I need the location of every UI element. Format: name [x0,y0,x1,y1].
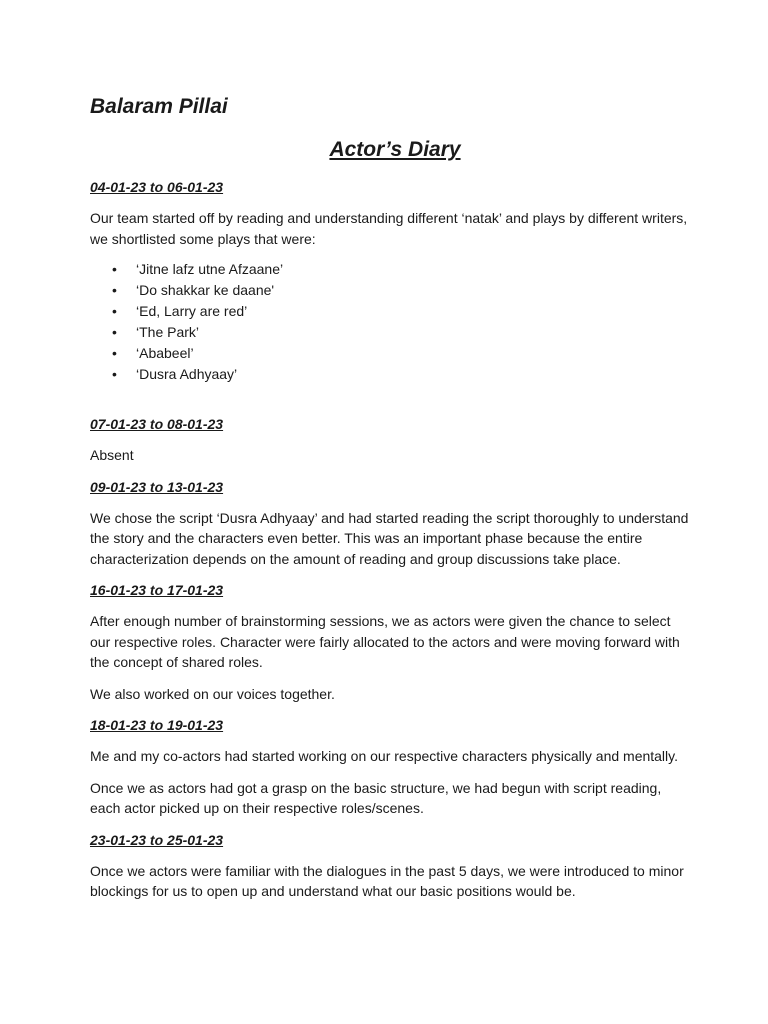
list-item-text: ‘Ed, Larry are red’ [136,303,248,319]
list-item [90,301,690,322]
list-item-text: ‘Do shakkar ke daane' [136,282,275,298]
list-item [90,343,690,364]
list-item-text: ‘Ababeel’ [136,345,194,361]
bullet-icon: • [112,324,117,340]
bullet-icon: • [112,366,117,382]
entry-paragraph: We chose the script ‘Dusra Adhyaay’ and had started reading the script thoroughly to understand the story and the characters even better. This was an important phase because the entire characterization depends on the amount of reading and group discussions take place. [90,509,689,567]
bullet-icon: • [112,261,117,277]
entry-paragraph: After enough number of brainstorming sessions, we as actors were given the chance to select our respective roles. Character were fairly allocated to the actors and were moving forward with the concept of shared roles. [90,613,680,670]
entry-date: 07-01-23 to 08-01-23 [90,416,224,432]
entry-paragraph: Once we as actors had got a grasp on the basic structure, we had begun with script reading, each actor picked up on their respective roles/scenes. [90,779,662,816]
document-title: Actor’s Diary [329,138,461,161]
bullet-icon: • [112,303,117,319]
bullet-icon: • [112,282,117,298]
list-item [90,280,690,301]
entry-paragraph: Me and my co-actors had started working on our respective characters physically and mentally. [90,748,679,764]
entry-paragraph: Our team started off by reading and understanding different ‘natak’ and plays by different writers, we shortlisted some plays that were: [90,210,688,247]
entry-paragraph: We also worked on our voices together. [90,685,335,702]
list-item [90,259,690,280]
entry-date: 09-01-23 to 13-01-23 [90,478,224,495]
document-page [90,92,690,902]
list-item-text: ‘Jitne lafz utne Afzaane’ [136,261,284,277]
entry-date: 23-01-23 to 25-01-23 [90,831,224,848]
play-list [90,259,690,385]
list-item [90,322,690,343]
list-item-text: ‘Dusra Adhyaay’ [136,366,238,382]
entry-date: 04-01-23 to 06-01-23 [90,179,224,195]
entry-paragraph: Once we actors were familiar with the dialogues in the past 5 days, we were introduced to minor blockings for us to open up and understand what our basic positions would be. [90,862,684,899]
entry-paragraph: Absent [90,447,134,463]
bullet-icon: • [112,345,117,361]
entry-date: 18-01-23 to 19-01-23 [90,717,224,733]
list-item-text: ‘The Park’ [136,324,200,340]
author-name: Balaram Pillai [90,95,228,118]
entry-date: 16-01-23 to 17-01-23 [90,582,224,598]
list-item [90,364,690,385]
